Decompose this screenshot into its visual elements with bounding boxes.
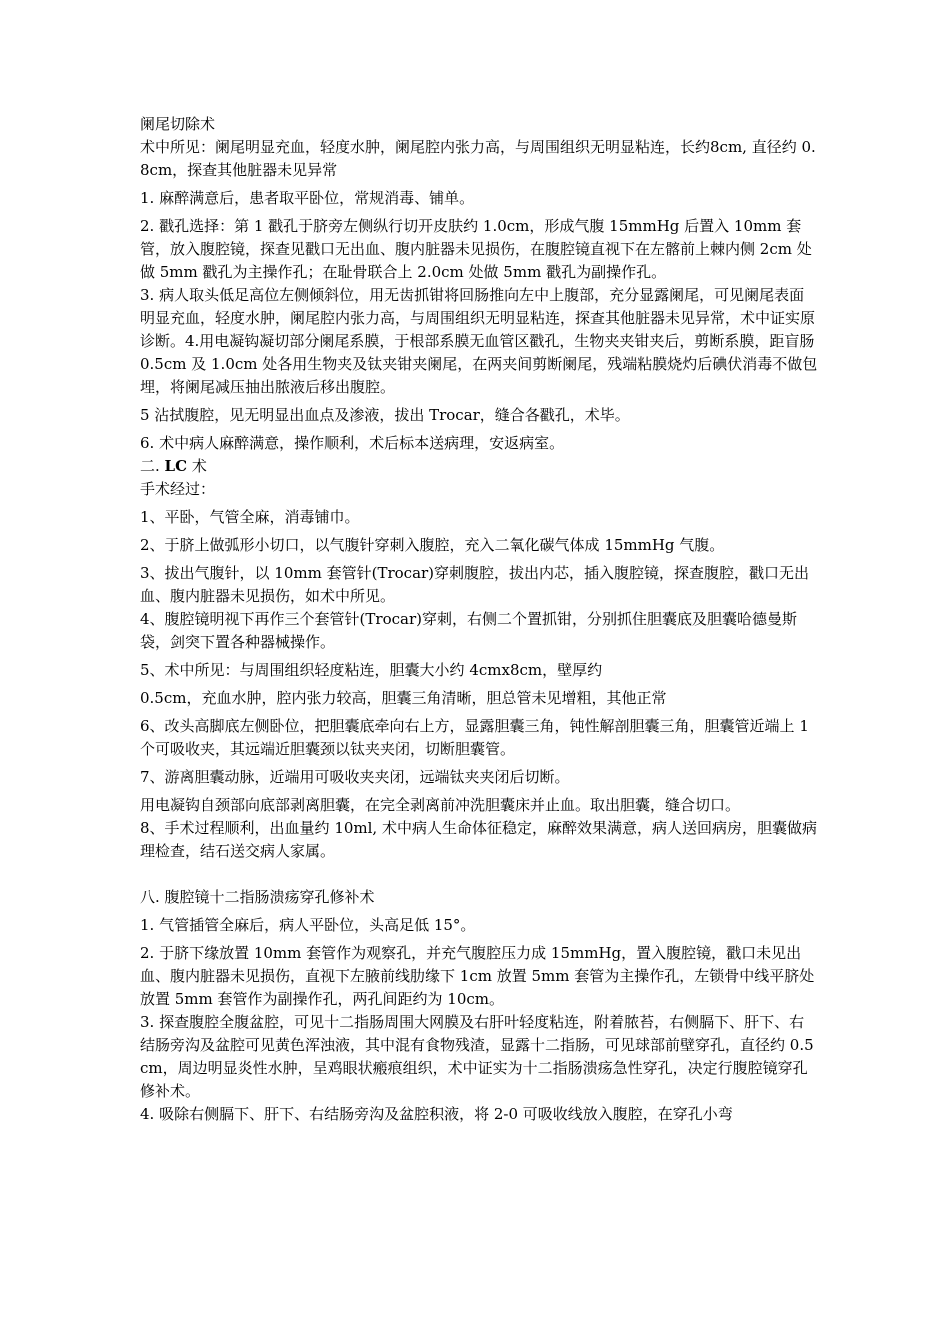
section-title-lc-prefix: 二.	[140, 457, 165, 475]
lc-step-1: 1、平卧，气管全麻，消毒铺巾。	[140, 508, 360, 526]
section-title-lc	[140, 455, 818, 478]
section-title-duodenal-repair: 八. 腹腔镜十二指肠溃疡穿孔修补术	[140, 888, 375, 906]
appendectomy-step-2: 2. 戳孔选择：第 1 戳孔于脐旁左侧纵行切开皮肤约 1.0cm，形成气腹 15mmHg 后置入 10mm 套管，放入腹腔镜，探查见戳口无出血、腹内脏器未见损伤，在腹腔镜直视下在左髂前上棘内侧 2cm 处做 5mm 戳孔为主操作孔；在耻骨联合上 2.0cm 处做 5mm 戳孔为副操作孔。	[140, 217, 812, 281]
document-page	[140, 113, 818, 1126]
duodenal-step-2: 2. 于脐下缘放置 10mm 套管作为观察孔，并充气腹腔压力成 15mmHg，置入腹腔镜，戳口未见出血、腹内脏器未见损伤，直视下左腋前线肋缘下 1cm 放置 5mm 套管为主操作孔，左锁骨中线平脐处放置 5mm 套管作为副操作孔，两孔间距约为 10cm。	[140, 944, 815, 1008]
intraop-findings: 术中所见：阑尾明显充血，轻度水肿，阑尾腔内张力高，与周围组织无明显粘连，长约8cm, 直径约 0.8cm，探查其他脏器未见异常	[140, 138, 816, 179]
lc-step-5: 5、术中所见：与周围组织轻度粘连，胆囊大小约 4cmx8cm，壁厚约	[140, 661, 603, 679]
appendectomy-step-1: 1. 麻醉满意后，患者取平卧位，常规消毒、铺单。	[140, 189, 475, 207]
appendectomy-step-5: 5 沾拭腹腔，见无明显出血点及渗液，拔出 Trocar，缝合各戳孔，术毕。	[140, 406, 630, 424]
lc-step-6: 6、改头高脚底左侧卧位，把胆囊底牵向右上方，显露胆囊三角，钝性解剖胆囊三角，胆囊管近端上 1 个可吸收夹，其远端近胆囊颈以钛夹夹闭，切断胆囊管。	[140, 717, 809, 758]
lc-step-3: 3、拔出气腹针，以 10mm 套管针(Trocar)穿刺腹腔，拔出内芯，插入腹腔镜，探查腹腔，戳口无出血、腹内脏器未见损伤，如术中所见。	[140, 564, 810, 605]
duodenal-step-1: 1. 气管插管全麻后，病人平卧位，头高足低 15°。	[140, 916, 476, 934]
lc-step-8: 8、手术过程顺利，出血量约 10ml, 术中病人生命体征稳定，麻醉效果满意，病人送回病房，胆囊做病理检查，结石送交病人家属。	[140, 819, 817, 860]
duodenal-step-4: 4. 吸除右侧膈下、肝下、右结肠旁沟及盆腔积液，将 2-0 可吸收线放入腹腔，在穿孔小弯	[140, 1105, 733, 1123]
lc-step-5-cont: 0.5cm，充血水肿，腔内张力较高，胆囊三角清晰，胆总管未见增粗，其他正常	[140, 689, 667, 707]
duodenal-step-3: 3. 探查腹腔全腹盆腔，可见十二指肠周围大网膜及右肝叶轻度粘连，附着脓苔，右侧膈下、肝下、右结肠旁沟及盆腔可见黄色浑浊液，其中混有食物残渣，显露十二指肠，可见球部前壁穿孔，直径约 0.5cm，周边明显炎性水肿，呈鸡眼状瘢痕组织，术中证实为十二指肠溃疡急性穿孔，决定行腹腔镜穿孔修补术。	[140, 1013, 814, 1100]
appendectomy-step-3: 3. 病人取头低足高位左侧倾斜位，用无齿抓钳将回肠推向左中上腹部，充分显露阑尾，可见阑尾表面明显充血，轻度水肿，阑尾腔内张力高，与周围组织无明显粘连，探查其他脏器未见异常，术中证实原诊断。4.用电凝钩凝切部分阑尾系膜，于根部系膜无血管区戳孔，生物夹夹钳夹后，剪断系膜，距盲肠 0.5cm 及 1.0cm 处各用生物夹及钛夹钳夹阑尾，在两夹间剪断阑尾，残端粘膜烧灼后碘伏消毒不做包埋，将阑尾减压抽出脓液后移出腹腔。	[140, 286, 818, 396]
appendectomy-step-6: 6. 术中病人麻醉满意，操作顺利，术后标本送病理，安返病室。	[140, 434, 565, 452]
lc-step-7: 7、游离胆囊动脉，近端用可吸收夹夹闭，远端钛夹夹闭后切断。	[140, 768, 570, 786]
lc-step-4: 4、腹腔镜明视下再作三个套管针(Trocar)穿刺，右侧二个置抓钳，分别抓住胆囊底及胆囊哈德曼斯袋，剑突下置各种器械操作。	[140, 610, 797, 651]
section-title-lc-suffix: 术	[187, 457, 207, 475]
lc-subtitle: 手术经过：	[140, 480, 216, 498]
section-title-appendectomy: 阑尾切除术	[140, 115, 216, 133]
section-title-lc-bold: LC	[164, 457, 188, 475]
lc-step-7-cont: 用电凝钩自颈部向底部剥离胆囊，在完全剥离前冲洗胆囊床并止血。取出胆囊，缝合切口。	[140, 796, 741, 814]
lc-step-2: 2、于脐上做弧形小切口，以气腹针穿刺入腹腔，充入二氧化碳气体成 15mmHg 气腹。	[140, 536, 725, 554]
